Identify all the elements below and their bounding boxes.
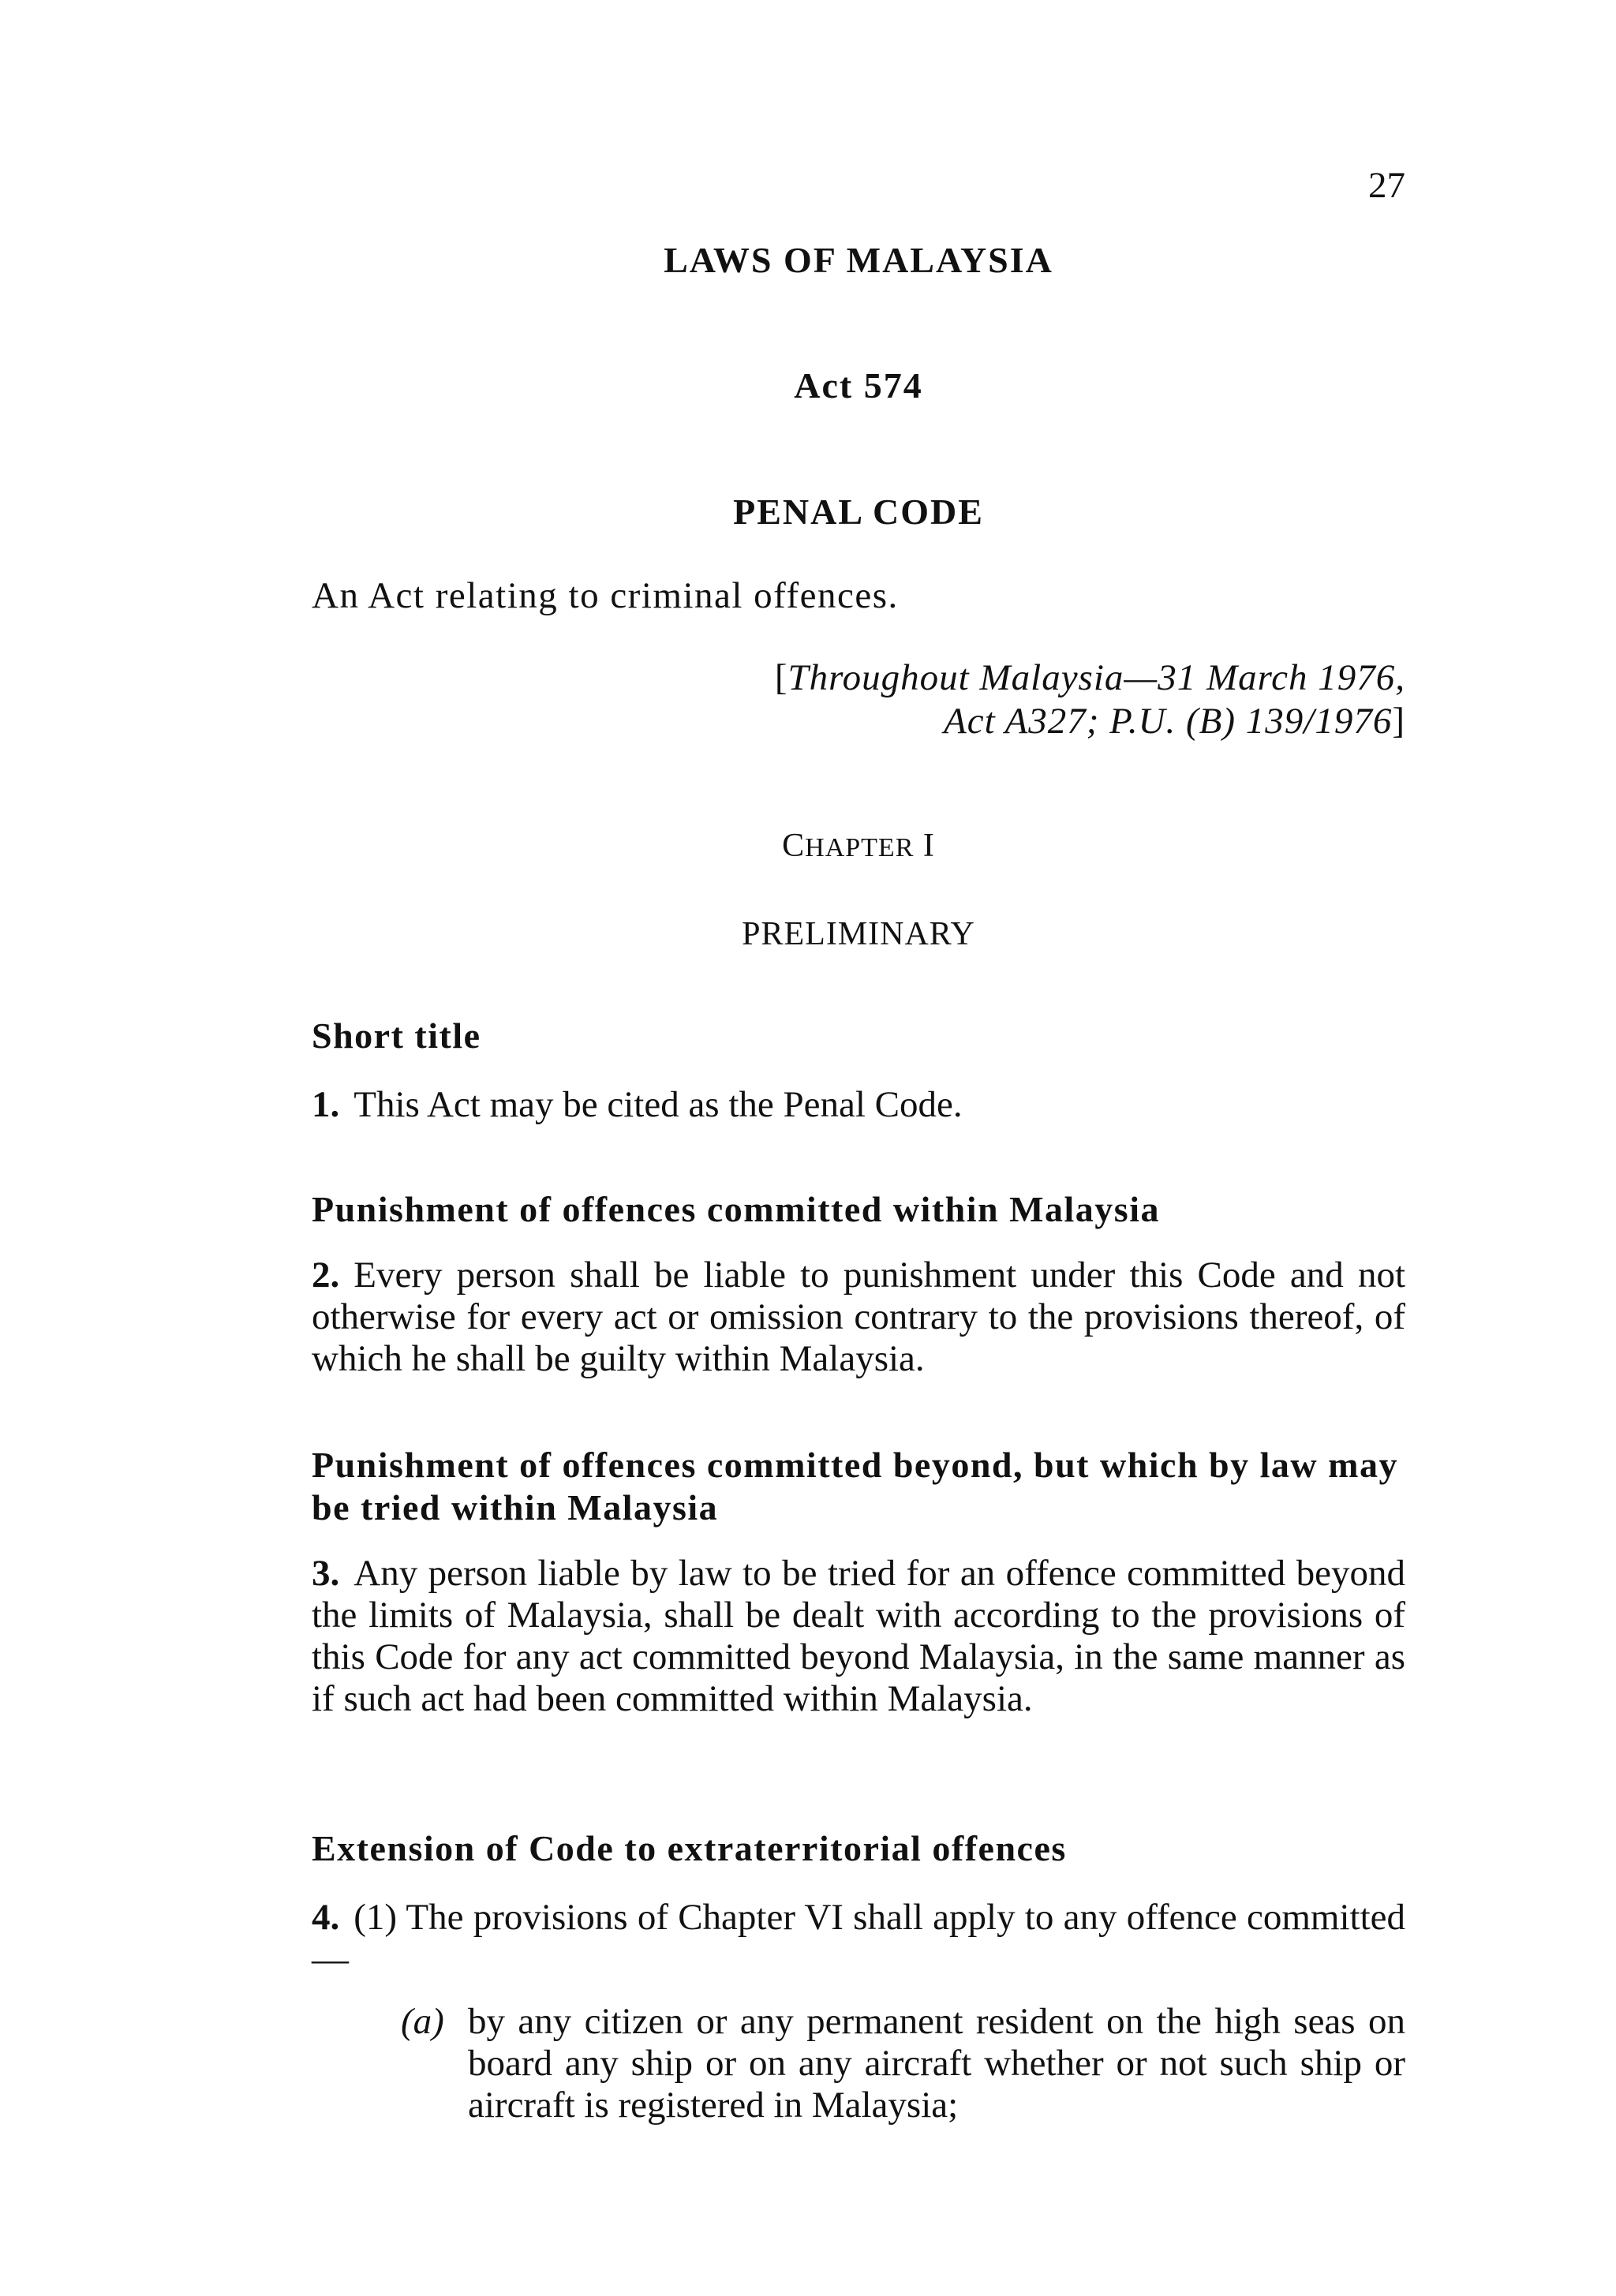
open-bracket: [ (774, 657, 788, 698)
page-number: 27 (1368, 165, 1405, 206)
subparagraph-label: (a) (401, 2001, 444, 2042)
section-body (312, 1084, 1405, 1126)
chapter-label (312, 827, 1405, 865)
section-body (312, 1897, 1405, 1980)
section-text: This Act may be cited as the Penal Code. (354, 1084, 963, 1125)
long-title: An Act relating to criminal offences. (312, 575, 899, 616)
commencement-note (775, 656, 1405, 743)
section-heading: Short title (312, 1015, 481, 1056)
section-heading: Punishment of offences committed within Malaysia (312, 1189, 1160, 1229)
section-text: Every person shall be liable to punishment under this Code and not otherwise for every act or omission contrary to the provisions thereof, of which he shall be guilty within Malaysia. (312, 1255, 1405, 1379)
section-heading: Punishment of offences committed beyond, but which by law may be tried within Malaysia (312, 1445, 1398, 1528)
chapter-name: PRELIMINARY (742, 916, 975, 952)
close-bracket: ] (1392, 701, 1405, 742)
section-number: 2. (312, 1255, 340, 1296)
section-number: 3. (312, 1553, 340, 1594)
subparagraph-text: by any citizen or any permanent resident on the high seas on board any ship or on any aircraft whether or not such ship or aircraft is registered in Malaysia; (468, 2001, 1405, 2126)
section-body (312, 1553, 1405, 1720)
section-heading: Extension of Code to extraterritorial offences (312, 1828, 1067, 1868)
section-text: Any person liable by law to be tried for an offence committed beyond the limits of Malaysia, shall be dealt with according to the provisions of this Code for any act committed beyond Malaysia, in the same manner as if such act had been committed within Malaysia. (312, 1553, 1405, 1719)
commencement-line-1: Throughout Malaysia—31 March 1976, (787, 657, 1405, 698)
section-text: (1) The provisions of Chapter VI shall apply to any offence committed— (312, 1897, 1405, 1980)
commencement-line-2: Act A327; P.U. (B) 139/1976 (944, 701, 1393, 742)
act-number: Act 574 (794, 365, 923, 406)
chapter-label-initial: C (782, 828, 806, 864)
section-number: 1. (312, 1084, 340, 1125)
section-number: 4. (312, 1897, 340, 1938)
chapter-number: I (922, 828, 935, 864)
code-name: PENAL CODE (733, 492, 984, 532)
section-body (312, 1255, 1405, 1380)
laws-title: LAWS OF MALAYSIA (664, 240, 1053, 280)
chapter-label-rest: HAPTER (805, 833, 915, 862)
